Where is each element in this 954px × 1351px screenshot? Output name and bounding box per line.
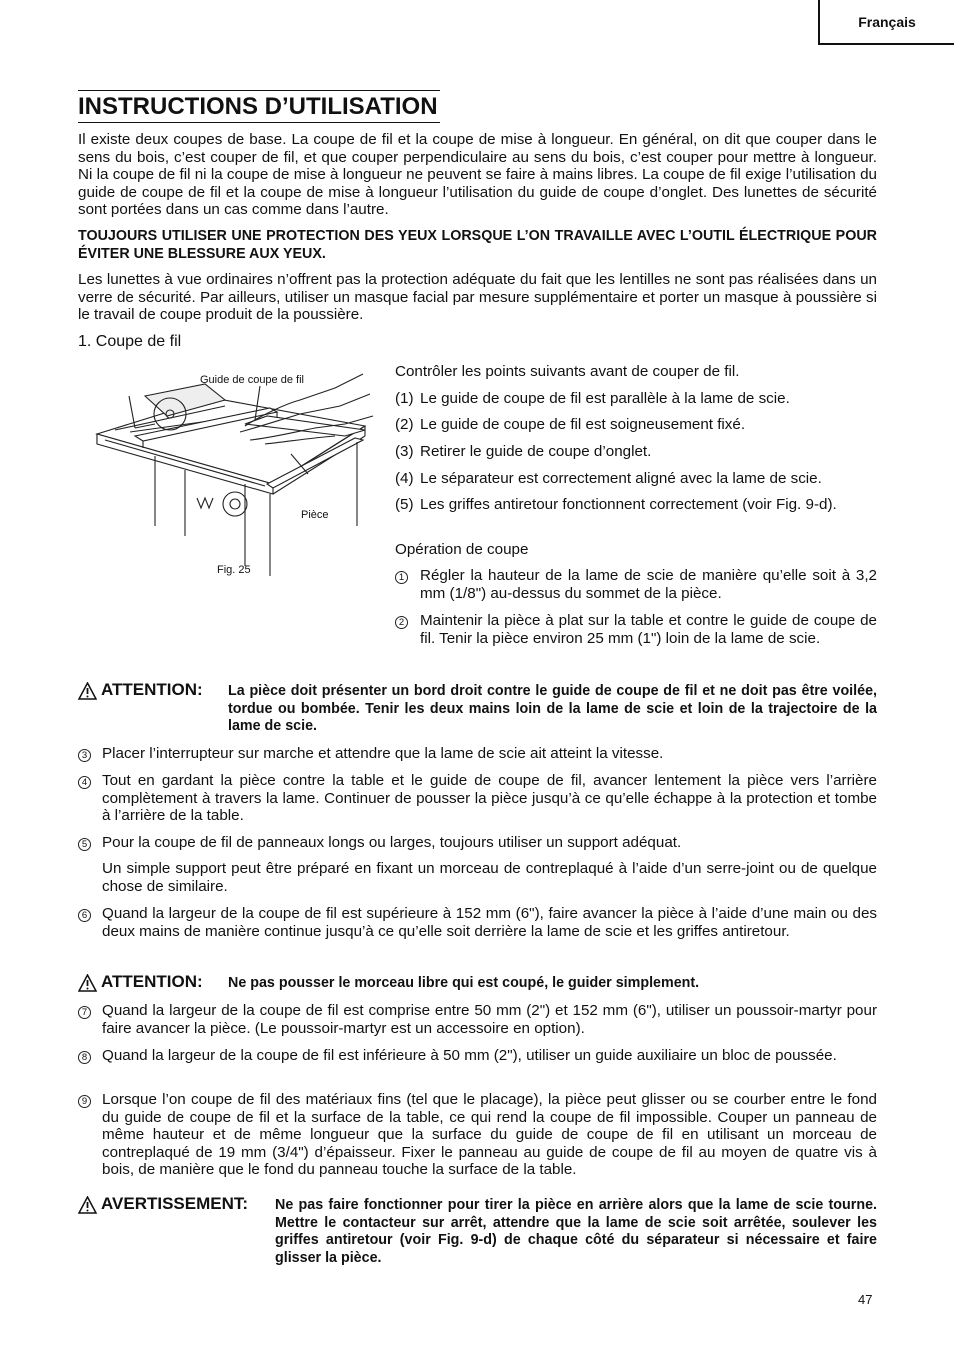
check-item-number: (4) xyxy=(395,470,414,487)
check-item xyxy=(395,470,877,488)
warning-triangle-icon xyxy=(78,682,97,700)
step-item xyxy=(78,1002,877,1037)
avertissement-label: AVERTISSEMENT: xyxy=(101,1194,249,1213)
check-item-number: (1) xyxy=(395,390,414,407)
step-text: Quand la largeur de la coupe de fil est supérieure à 152 mm (6"), faire avancer la pièce à l’aide d’une main ou des deux mains de manière continue jusqu’à ce qu’elle soit derrière la lame de scie et les griffes antiretour. xyxy=(102,905,877,940)
operation-step-text: Maintenir la pièce à plat sur la table et contre le guide de coupe de fil. Tenir la pièce environ 25 mm (1") loin de la lame de scie. xyxy=(420,612,877,647)
page-number: 47 xyxy=(858,1292,873,1307)
step-text: Un simple support peut être préparé en fixant un morceau de contreplaqué à l’aide d’un serre-joint ou de quelque chose de similaire. xyxy=(102,860,877,895)
step-item xyxy=(78,905,877,940)
step-number-circle: 5 xyxy=(78,838,91,851)
check-item-text: Les griffes antiretour fonctionnent correctement (voir Fig. 9-d). xyxy=(420,496,837,513)
avertissement-warning xyxy=(78,1195,877,1267)
attention-label: ATTENTION: xyxy=(101,680,203,699)
language-tab: Français xyxy=(818,0,954,45)
step-number-circle: 2 xyxy=(395,616,408,629)
check-item xyxy=(395,416,877,434)
step-number-circle: 9 xyxy=(78,1095,91,1108)
step-number-circle: 4 xyxy=(78,776,91,789)
check-item-number: (3) xyxy=(395,443,414,460)
step-text: Quand la largeur de la coupe de fil est inférieure à 50 mm (2"), utiliser un guide auxiliaire un bloc de poussée. xyxy=(102,1047,837,1064)
page-title: INSTRUCTIONS D’UTILISATION xyxy=(78,90,440,123)
step-item xyxy=(78,745,877,763)
step-text: Placer l’interrupteur sur marche et attendre que la lame de scie ait atteint la vitesse. xyxy=(102,745,664,762)
eye-protection-warning: TOUJOURS UTILISER UNE PROTECTION DES YEUX LORSQUE L’ON TRAVAILLE AVEC L’OUTIL ÉLECTRIQUE POUR ÉVITER UNE BLESSURE AUX YEUX. xyxy=(78,228,877,262)
operation-step xyxy=(395,612,877,647)
section-title: 1. Coupe de fil xyxy=(78,333,182,350)
glasses-paragraph: Les lunettes à vue ordinaires n’offrent pas la protection adéquate du fait que les lentilles ne sont pas réalisées dans un verre de sécurité. Par ailleurs, utiliser un masque facial par mesure supplémentaire et porter un masque à poussière si le travail de coupe produit de la poussière. xyxy=(78,271,877,324)
step-text: Lorsque l’on coupe de fil des matériaux fins (tel que le placage), la pièce peut glisser ou se courber entre le fond du guide de coupe de fil et la surface de la table, ce qui rend la coupe de fil impossible. Couper un panneau de même hauteur et de même longueur que la surface du guide de coupe de fil en utilisant un morceau de contreplaqué de 19 mm (3/4") d’épaisseur. Fixer le panneau au guide de coupe de fil au moyen de quatre vis à bois, de manière que le fond du panneau touche la surface de la table. xyxy=(102,1091,877,1179)
check-item xyxy=(395,443,877,461)
check-item-text: Le séparateur est correctement aligné avec la lame de scie. xyxy=(420,470,822,487)
attention-message: La pièce doit présenter un bord droit contre le guide de coupe de fil et ne doit pas être voilée, tordue ou bombée. Tenir les deux mains loin de la lame de scie et loin de la trajectoire de la lame de scie. xyxy=(228,683,877,735)
step-number-circle: 6 xyxy=(78,909,91,922)
avertissement-message: Ne pas faire fonctionner pour tirer la pièce en arrière alors que la lame de scie tourne. Mettre le contacteur sur arrêt, attendre que la lame de scie soit arrêtée, soulever les griffes antiretour (voir Fig. 9-d) de chaque côté du séparateur si nécessaire et faire glisser la pièce. xyxy=(275,1197,877,1266)
step-item xyxy=(78,860,877,895)
operation-step xyxy=(395,567,877,602)
attention-label: ATTENTION: xyxy=(101,972,203,991)
step-number-circle: 1 xyxy=(395,571,408,584)
step-number-circle: 7 xyxy=(78,1006,91,1019)
check-item-text: Retirer le guide de coupe d’onglet. xyxy=(420,443,652,460)
check-item-text: Le guide de coupe de fil est soigneusement fixé. xyxy=(420,416,746,433)
step-item xyxy=(78,1047,877,1065)
check-item xyxy=(395,390,877,408)
check-item-number: (5) xyxy=(395,496,414,513)
check-item xyxy=(395,496,877,514)
warning-triangle-icon xyxy=(78,1196,97,1214)
attention-message: Ne pas pousser le morceau libre qui est coupé, le guider simplement. xyxy=(228,975,700,991)
check-item-text: Le guide de coupe de fil est parallèle à la lame de scie. xyxy=(420,390,790,407)
figure-caption: Fig. 25 xyxy=(217,564,251,576)
step-text: Tout en gardant la pièce contre la table et le guide de coupe de fil, avancer lentement la pièce vers l’arrière complètement à travers la lame. Continuer de pousser la pièce jusqu’à ce qu’elle échappe à la protection et tombe à l’arrière de la table. xyxy=(102,772,877,825)
operation-step-text: Régler la hauteur de la lame de scie de manière qu’elle soit à 3,2 mm (1/8") au-dessus du sommet de la pièce. xyxy=(420,567,877,602)
figure-label-piece: Pièce xyxy=(301,509,329,521)
intro-paragraph: Il existe deux coupes de base. La coupe de fil et la coupe de mise à longueur. En général, on dit que couper dans le sens du bois, c’est couper de fil, et que couper perpendiculaire au sens du bois, c’est couper pour mettre à longueur. Ni la coupe de fil ni la coupe de mise à longueur ne peuvent se faire à mains libres. La coupe de fil exige l’utilisation du guide de coupe de fil et la coupe de mise à longueur l’utilisation du guide de coupe d’onglet. Des lunettes de sécurité sont portées dans un cas comme dans l’autre. xyxy=(78,131,877,219)
attention-warning xyxy=(78,681,877,736)
warning-triangle-icon xyxy=(78,974,97,992)
step-text: Pour la coupe de fil de panneaux longs ou larges, toujours utiliser un support adéquat. xyxy=(102,834,682,851)
check-intro: Contrôler les points suivants avant de couper de fil. xyxy=(395,363,740,380)
check-item-number: (2) xyxy=(395,416,414,433)
step-item xyxy=(78,1091,877,1179)
attention-warning xyxy=(78,973,877,993)
step-item xyxy=(78,772,877,825)
step-number-circle: 3 xyxy=(78,749,91,762)
figure-label-guide: Guide de coupe de fil xyxy=(200,374,304,386)
step-item xyxy=(78,834,877,852)
operation-title: Opération de coupe xyxy=(395,541,529,558)
step-number-circle: 8 xyxy=(78,1051,91,1064)
table-saw-figure xyxy=(95,366,375,581)
step-text: Quand la largeur de la coupe de fil est comprise entre 50 mm (2") et 152 mm (6"), utiliser un poussoir-martyr pour faire avancer la pièce. (Le poussoir-martyr est un accessoire en option). xyxy=(102,1002,877,1037)
